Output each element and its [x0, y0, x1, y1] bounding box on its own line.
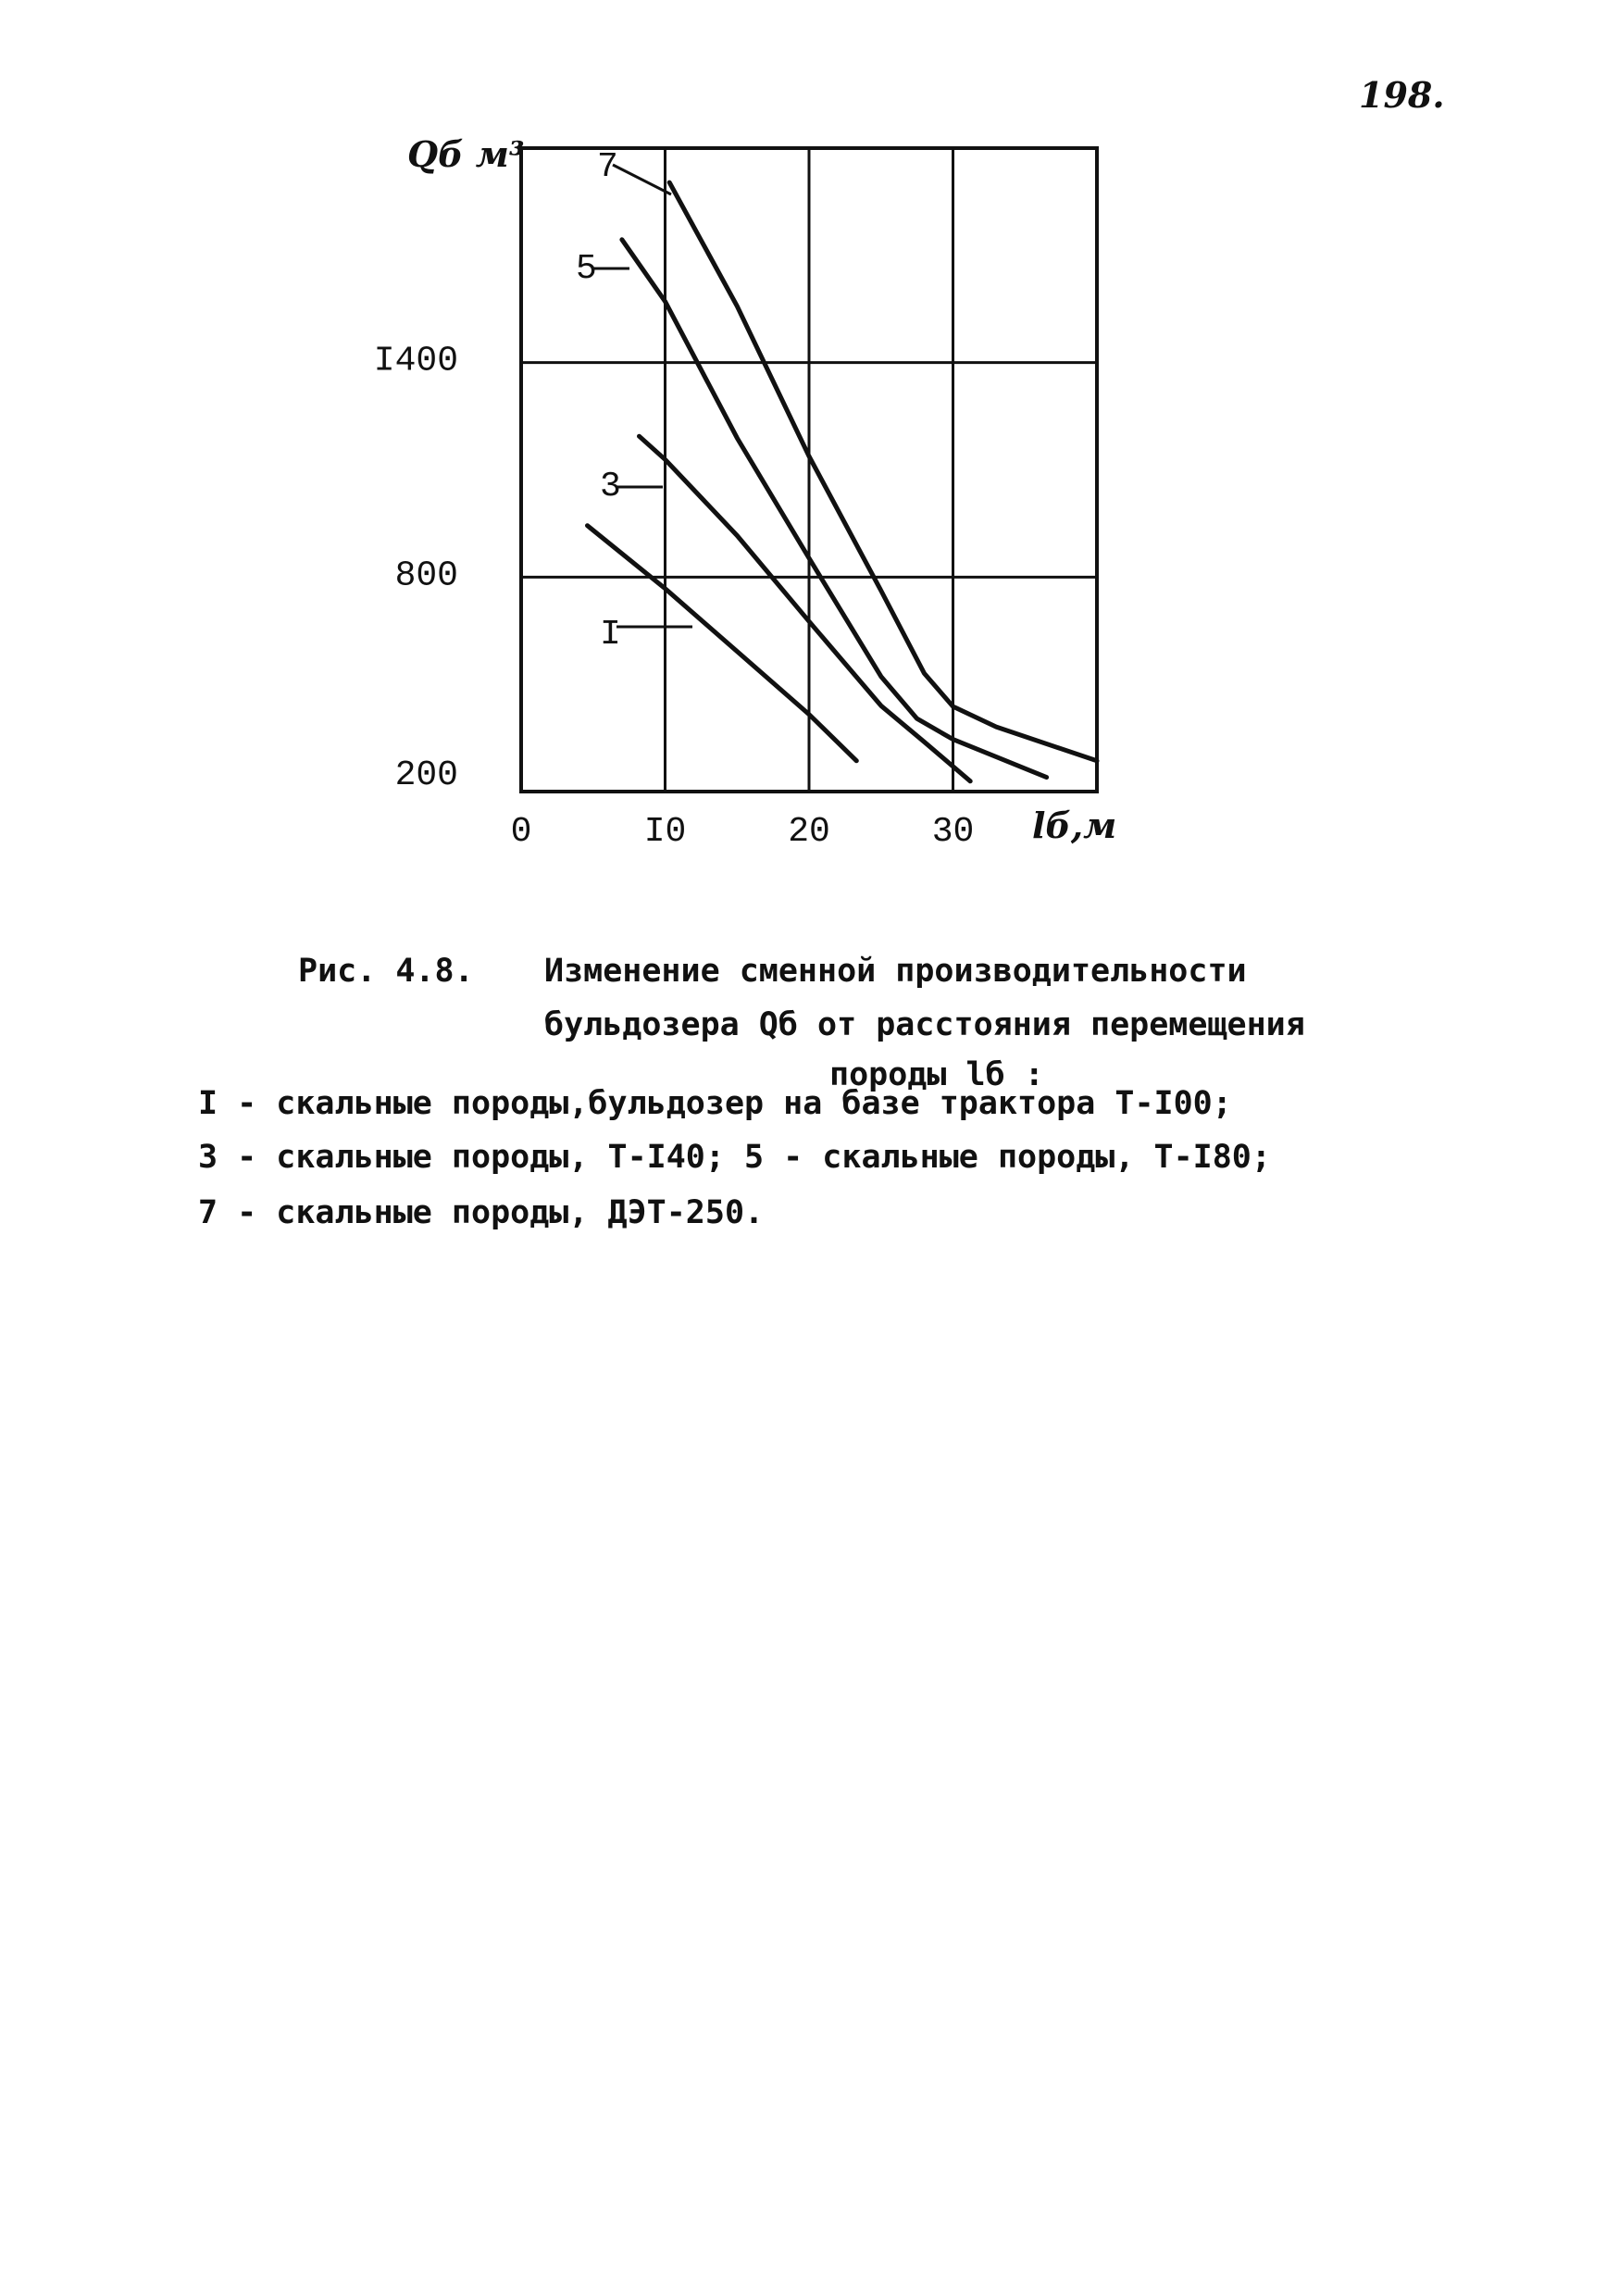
x-tick-label: 30: [931, 812, 975, 852]
x-axis-title: lб,м: [1032, 805, 1117, 846]
legend-line-3: 7 - скальные породы, ДЭТ-250.: [198, 1194, 765, 1231]
figure-label: Рис. 4.8.: [298, 953, 474, 990]
curve-label-leader-7: [613, 165, 671, 194]
page-number: 198.: [1359, 74, 1445, 116]
series-line-I: [588, 526, 857, 761]
caption-line-1: Изменение сменной производительности: [544, 953, 1247, 990]
y-axis-title: Qб м³: [407, 133, 525, 175]
curve-label-5: 5: [576, 249, 597, 289]
curve-label-3: 3: [600, 467, 621, 506]
series-line-7: [669, 182, 1097, 761]
caption-line-2: бульдозера Qб от расстояния перемещения: [544, 1006, 1305, 1043]
curve-label-7: 7: [597, 147, 618, 187]
series-line-5: [622, 240, 1047, 778]
line-chart: [0, 0, 1619, 880]
curve-label-I: I: [600, 615, 621, 655]
y-tick-label: I400: [373, 341, 458, 381]
x-tick-label: I0: [643, 812, 687, 852]
y-tick-label: 800: [394, 555, 458, 596]
legend-line-2: 3 - скальные породы, Т-I40; 5 - скальные породы, Т-I80;: [198, 1139, 1271, 1176]
x-tick-label: 0: [510, 812, 532, 852]
legend-line-1: I - скальные породы,бульдозер на базе трактора Т-I00;: [198, 1085, 1232, 1122]
x-tick-label: 20: [788, 812, 830, 852]
caption-line-3: породы lб :: [829, 1056, 1044, 1093]
y-tick-label: 200: [394, 755, 458, 795]
